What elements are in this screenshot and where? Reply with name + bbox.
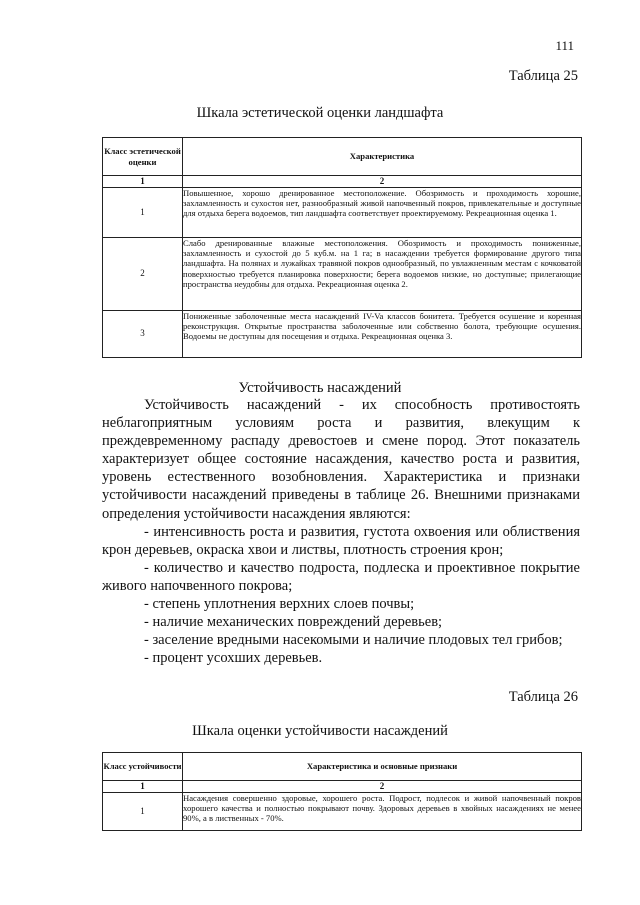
table-25-row-1-text: Повышенное, хорошо дренированное местоположение. Обозримость и проходимость хорошие, захламленность и сухостоя нет, разнообразный живой напочвенный покров, привлекательные и доступные для отдыха берега водоемов, тип ландшафта соответствует проектируемому. Рекреационная оценка 1. (183, 187, 582, 237)
body-text (102, 396, 580, 667)
list-item: - степень уплотнения верхних слоев почвы; (144, 596, 415, 613)
table-row (103, 310, 582, 357)
table-25-col-index-2: 2 (183, 176, 582, 188)
table-25-row-1-class: 1 (103, 187, 183, 237)
list-item: - заселение вредными насекомыми и наличие плодовых тел грибов; (144, 632, 563, 649)
page-number: 111 (555, 38, 574, 53)
table-26-col-index-2: 2 (183, 781, 582, 793)
list-item: - процент усохших деревьев. (144, 650, 323, 667)
table-25-header-characteristic: Характеристика (183, 138, 582, 176)
table-25-label: Таблица 25 (508, 68, 578, 84)
table-26 (102, 752, 582, 831)
list-item: - интенсивность роста и развития, густота охвоения или облиствения крон деревьев, окраска хвои и листвы, плотность строения крон; (102, 523, 580, 558)
list-item: - наличие механических повреждений деревьев; (144, 614, 443, 631)
table-26-col-index-1: 1 (103, 781, 183, 793)
table-25 (102, 137, 582, 358)
table-25-header-class: Класс эстетической оценки (103, 138, 183, 176)
table-26-title: Шкала оценки устойчивости насаждений (192, 723, 448, 739)
table-25-row-2-class: 2 (103, 237, 183, 310)
table-26-row-1-class: 1 (103, 792, 183, 830)
section-title: Устойчивость насаждений (238, 380, 402, 396)
table-26-label: Таблица 26 (508, 689, 578, 705)
table-25-row-2-text: Слабо дренированные влажные местоположения. Обозримость и проходимость пониженные, захламленность и сухостой до 5 куб.м. на 1 га; в насаждении требуется формирование другого типа ландшафта. На полянах и лужайках травяной покров однообразный, по увлажненным местам с кочковатой поверхностью требуется планировка поверхности; берега водоемов низкие, но доступные; прилегающие пространства неудобны для отдыха. Рекреационная оценка 2. (183, 237, 582, 310)
table-26-header-class: Класс устойчивости (103, 753, 183, 781)
table-row (103, 792, 582, 830)
table-row (103, 187, 582, 237)
list-item: - количество и качество подроста, подлеска и проективное покрытие живого напочвенного покрова; (102, 559, 580, 594)
table-25-row-3-class: 3 (103, 310, 183, 357)
table-row (103, 237, 582, 310)
table-25-title: Шкала эстетической оценки ландшафта (196, 105, 444, 121)
body-paragraph: Устойчивость насаждений - их способность противостоять неблагоприятным условиям роста и развития, влекущим к преждевременному распаду древостоев и смене пород. Этот показатель характеризует общее состояние насаждения, качество роста и развития, уровень естественного возобновления. Характеристика и признаки устойчивости насаждений приведены в таблице 26. Внешними признаками определения устойчивости насаждения являются: (102, 397, 580, 522)
table-25-col-index-1: 1 (103, 176, 183, 188)
table-26-row-1-text: Насаждения совершенно здоровые, хорошего роста. Подрост, подлесок и живой напочвенный покров хорошего качества и полностью покрывают почву. Здоровых деревьев в хвойных насаждениях не менее 90%, а в лиственных - 70%. (183, 792, 582, 830)
table-25-row-3-text: Пониженные заболоченные места насаждений IV-Va классов бонитета. Требуется осушение и коренная реконструкция. Открытые пространства заболоченные или собственно болота, требующие осушения. Водоемы не доступны для посещения и отдыха. Рекреационная оценка 3. (183, 310, 582, 357)
table-26-header-characteristic: Характеристика и основные признаки (183, 753, 582, 781)
